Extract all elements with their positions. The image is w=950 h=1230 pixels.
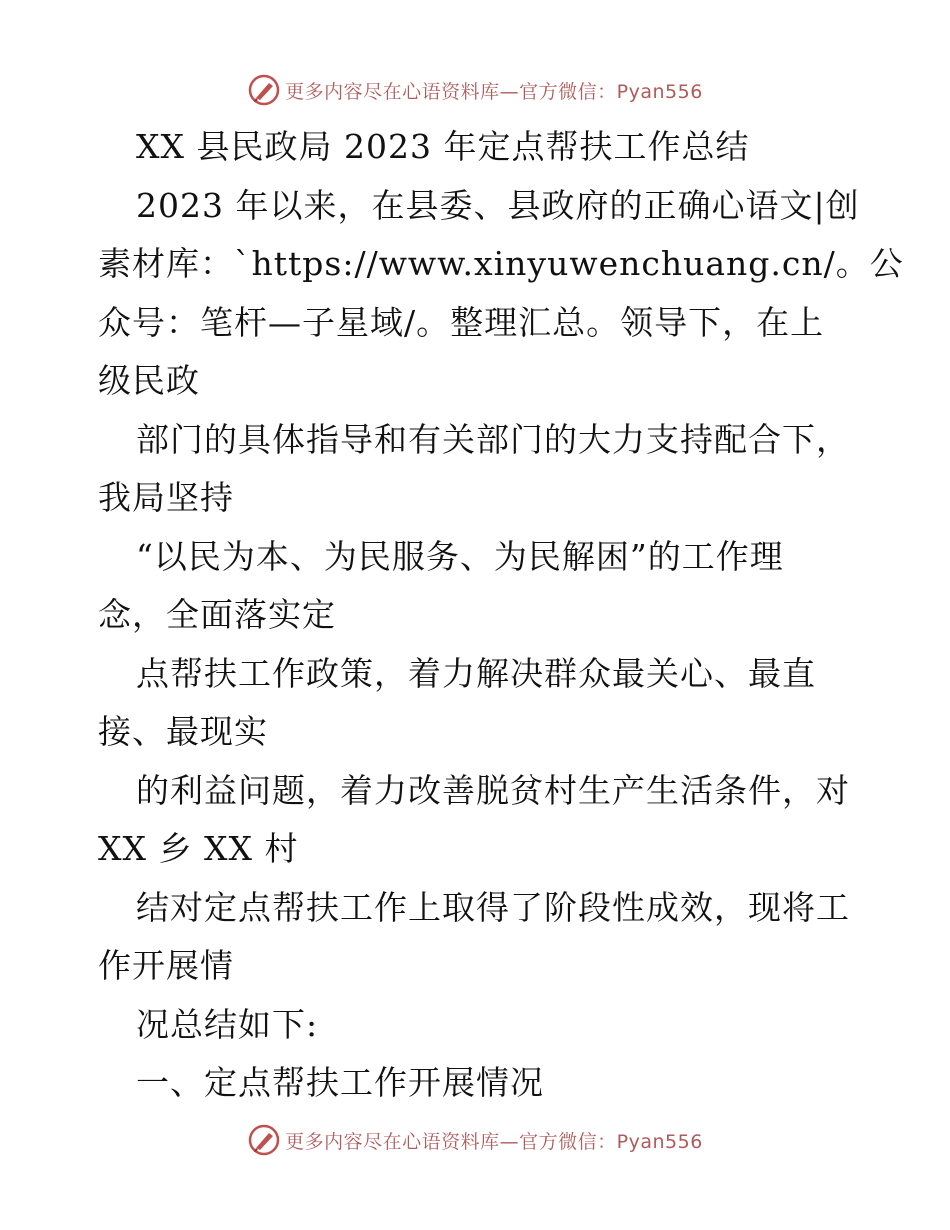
- footer-watermark-banner: [0, 1120, 950, 1160]
- document-line: 部门的具体指导和有关部门的大力支持配合下，: [136, 419, 850, 459]
- document-line: 作开展情: [98, 946, 234, 985]
- document-line: XX 县民政局 2023 年定点帮扶工作总结: [136, 127, 750, 166]
- pen-logo-icon: [247, 1123, 281, 1157]
- watermark-text: 更多内容尽在心语资料库—官方微信：Pyan556: [285, 1130, 703, 1153]
- document-line: 众号：笔杆—子星域/。整理汇总。领导下，在上: [98, 302, 825, 342]
- document-line: 点帮扶工作政策，着力解决群众最关心、最直: [136, 653, 816, 693]
- document-line: 的利益问题，着力改善脱贫村生产生活条件，对: [136, 770, 850, 810]
- document-line: “以民为本、为民服务、为民解困”的工作理: [136, 536, 784, 576]
- document-line: XX 乡 XX 村: [98, 829, 299, 868]
- document-line: 念，全面落实定: [98, 595, 336, 634]
- header-watermark-banner: [0, 70, 950, 110]
- document-line: 况总结如下:: [136, 1004, 319, 1044]
- document-line: 2023 年以来，在县委、县政府的正确心语文|创: [136, 185, 860, 225]
- document-line: 结对定点帮扶工作上取得了阶段性成效，现将工: [136, 887, 850, 927]
- watermark-text: 更多内容尽在心语资料库—官方微信：Pyan556: [285, 80, 703, 103]
- document-line: 我局坚持: [98, 478, 234, 517]
- document-line: 素材库：`https://www.xinyuwenchuang.cn/。公: [98, 244, 904, 283]
- document-body: [98, 118, 904, 1113]
- document-line: 级民政: [98, 361, 200, 400]
- document-line: 接、最现实: [98, 712, 268, 751]
- document-line: 一、定点帮扶工作开展情况: [136, 1063, 544, 1102]
- pen-logo-icon: [247, 73, 281, 107]
